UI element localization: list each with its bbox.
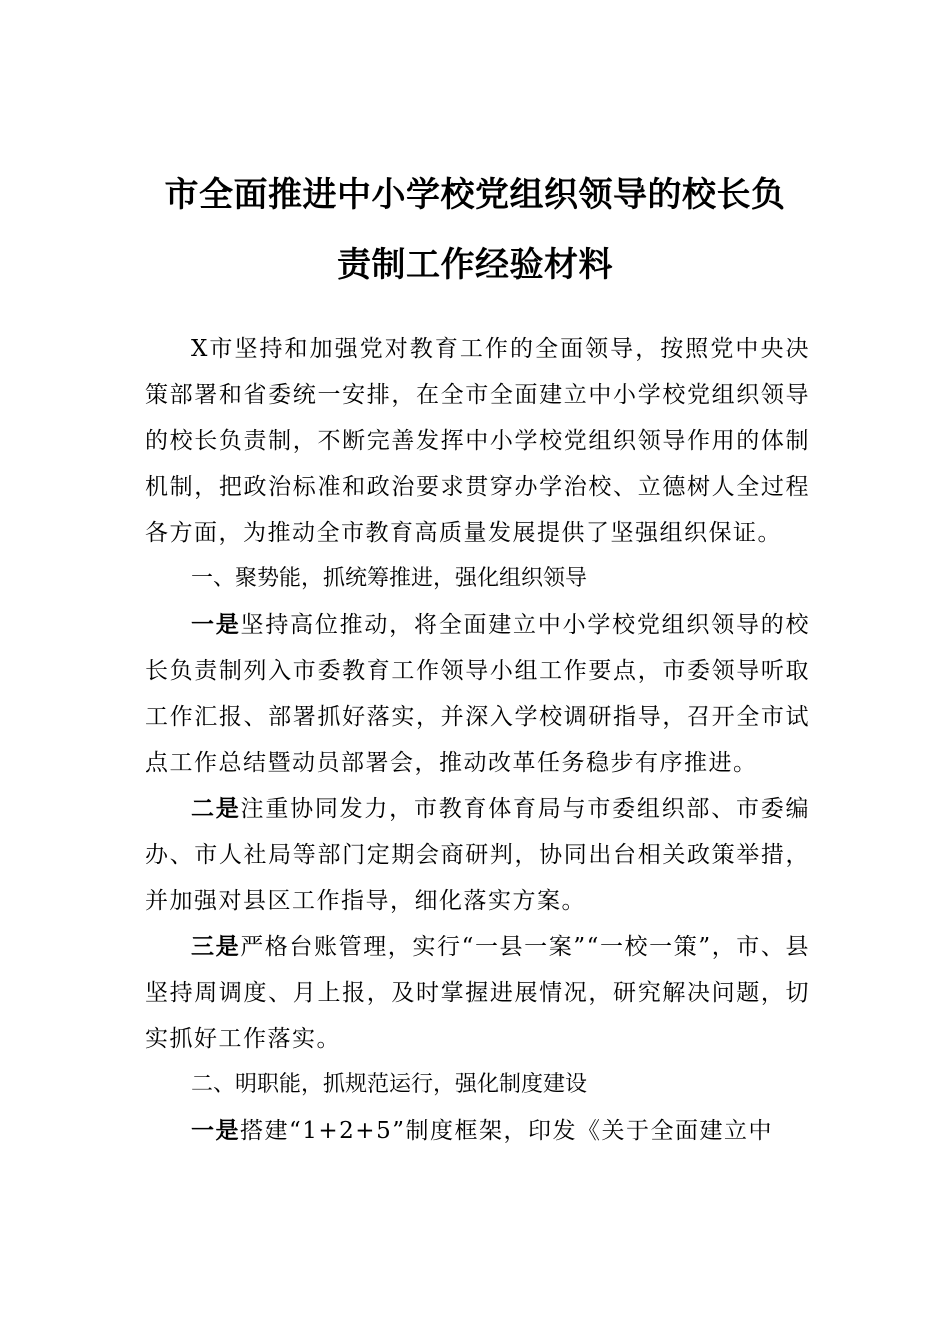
document-title [110, 160, 840, 300]
document-body [145, 326, 810, 1154]
section-2-paragraph-1 [145, 1108, 810, 1154]
section-1-paragraph-1 [145, 602, 810, 786]
title-line-1: 市全面推进中小学校党组织领导的校长负 [164, 175, 786, 215]
title-line-2: 责制工作经验材料 [337, 245, 613, 285]
paragraph-text: 搭建“1+2+5”制度框架，印发《关于全面建立中 [240, 1118, 773, 1144]
paragraph-lead: 三是 [191, 934, 241, 960]
section-2-heading: 二、明职能，抓规范运行，强化制度建设 [191, 1072, 588, 1097]
paragraph-text: 坚持高位推动，将全面建立中小学校党组织领导的校长负责制列入市委教育工作领导小组工作要点，市委领导听取工作汇报、部署抓好落实，并深入学校调研指导，召开全市试点工作总结暨动员部署会，推动改革任务稳步有序推进。 [145, 612, 811, 776]
section-1-heading: 一、聚势能，抓统筹推进，强化组织领导 [191, 566, 588, 591]
paragraph-lead: 一是 [191, 612, 241, 638]
section-1-paragraph-3 [145, 924, 810, 1062]
intro-paragraph: X市坚持和加强党对教育工作的全面领导，按照党中央决策部署和省委统一安排，在全市全面建立中小学校党组织领导的校长负责制，不断完善发挥中小学校党组织领导作用的体制机制，把政治标准和政治要求贯穿办学治校、立德树人全过程各方面，为推动全市教育高质量发展提供了坚强组织保证。 [145, 336, 810, 546]
paragraph-lead: 二是 [191, 796, 241, 822]
section-1-paragraph-2 [145, 786, 810, 924]
paragraph-text: 注重协同发力，市教育体育局与市委组织部、市委编办、市人社局等部门定期会商研判，协同出台相关政策举措，并加强对县区工作指导，细化落实方案。 [145, 796, 811, 914]
paragraph-text: 严格台账管理，实行“一县一案”“一校一策”，市、县坚持周调度、月上报，及时掌握进展情况，研究解决问题，切实抓好工作落实。 [145, 934, 810, 1052]
paragraph-lead: 一是 [191, 1118, 240, 1144]
